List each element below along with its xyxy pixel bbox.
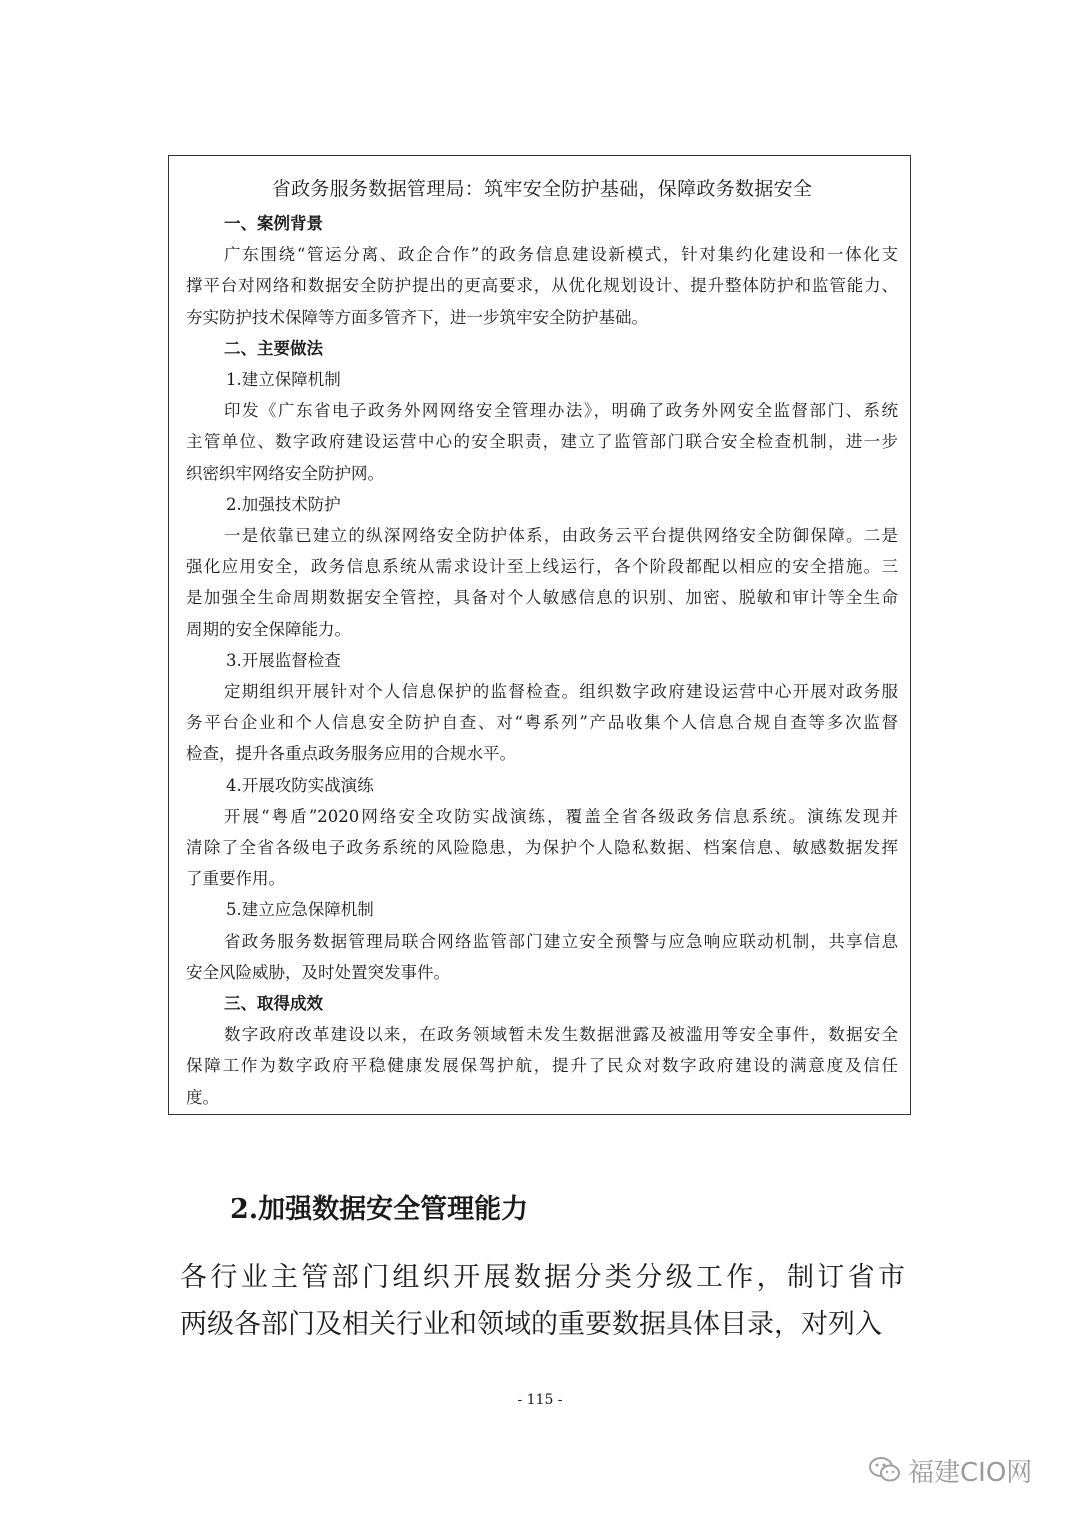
case-paragraph-line: 清除了全省各级电子政务系统的风险隐患，为保护个人隐私数据、档案信息、敏感数据发挥 — [186, 838, 898, 858]
case-paragraph-line: 安全风险威胁，及时处置突发事件。 — [186, 962, 450, 982]
case-paragraph-line: 周期的安全保障能力。 — [186, 619, 351, 639]
case-paragraph-line: 撑平台对网络和数据安全防护提出的更高要求，从优化规划设计、提升整体防护和监管能力、 — [186, 276, 898, 296]
case-subheading: 3.开展监督检查 — [226, 650, 341, 670]
case-paragraph-line: 度。 — [186, 1087, 219, 1107]
case-paragraph-line: 了重要作用。 — [186, 869, 285, 889]
case-paragraph-line: 印发《广东省电子政务外网网络安全管理办法》，明确了政务外网安全监督部门、系统 — [224, 401, 898, 421]
case-paragraph-line: 夯实防护技术保障等方面多管齐下，进一步筑牢安全防护基础。 — [186, 307, 648, 327]
case-subheading: 4.开展攻防实战演练 — [226, 775, 374, 795]
case-subheading: 2.加强技术防护 — [226, 494, 341, 514]
case-paragraph-line: 是加强全生命周期数据安全管控，具备对个人敏感信息的识别、加密、脱敏和审计等全生命 — [186, 588, 898, 608]
case-body — [186, 208, 898, 1113]
watermark-text: 福建CIO网 — [908, 1457, 1033, 1488]
body-paragraph-line: 两级各部门及相关行业和领域的重要数据具体目录，对列入 — [180, 1309, 882, 1340]
case-paragraph-line: 务平台企业和个人信息安全防护自查、对“粤系列”产品收集个人信息合规自查等多次监督 — [186, 713, 898, 733]
case-paragraph-line: 开展“粤盾”2020网络安全攻防实战演练，覆盖全省各级政务信息系统。演练发现并 — [224, 806, 898, 826]
case-section-heading: 三、取得成效 — [224, 994, 323, 1014]
case-study-box — [168, 155, 911, 1115]
case-paragraph-line: 检查，提升各重点政务服务应用的合规水平。 — [186, 744, 516, 764]
case-subheading: 5.建立应急保障机制 — [226, 900, 374, 920]
case-paragraph-line: 主管单位、数字政府建设运营中心的安全职责，建立了监管部门联合安全检查机制，进一步 — [186, 432, 898, 452]
wechat-icon — [868, 1455, 902, 1485]
case-paragraph-line: 织密织牢网络安全防护网。 — [186, 463, 384, 483]
case-paragraph-line: 定期组织开展针对个人信息保护的监督检查。组织数字政府建设运营中心开展对政务服 — [224, 682, 898, 702]
case-paragraph-line: 省政务服务数据管理局联合网络监管部门建立安全预警与应急响应联动机制，共享信息 — [224, 931, 898, 951]
case-paragraph-line: 数字政府改革建设以来，在政务领域暂未发生数据泄露及被滥用等安全事件，数据安全 — [224, 1025, 898, 1045]
case-paragraph-line: 强化应用安全，政务信息系统从需求设计至上线运行，各个阶段都配以相应的安全措施。三 — [186, 557, 898, 577]
case-paragraph-line: 一是依靠已建立的纵深网络安全防护体系，由政务云平台提供网络安全防御保障。二是 — [224, 526, 898, 546]
case-paragraph-line: 保障工作为数字政府平稳健康发展保驾护航，提升了民众对数字政府建设的满意度及信任 — [186, 1056, 898, 1076]
section-heading: 2.加强数据安全管理能力 — [230, 1194, 529, 1225]
body-paragraph-line: 各行业主管部门组织开展数据分类分级工作，制订省市 — [180, 1262, 905, 1293]
case-section-heading: 一、案例背景 — [224, 214, 323, 233]
page-number: - 115 - — [517, 1392, 563, 1408]
case-section-heading: 二、主要做法 — [224, 338, 323, 358]
watermark — [868, 1450, 1032, 1490]
case-subheading: 1.建立保障机制 — [226, 370, 341, 390]
case-paragraph-line: 广东围绕“管运分离、政企合作”的政务信息建设新模式，针对集约化建设和一体化支 — [224, 245, 898, 265]
case-title: 省政务服务数据管理局：筑牢安全防护基础，保障政务数据安全 — [271, 178, 813, 200]
